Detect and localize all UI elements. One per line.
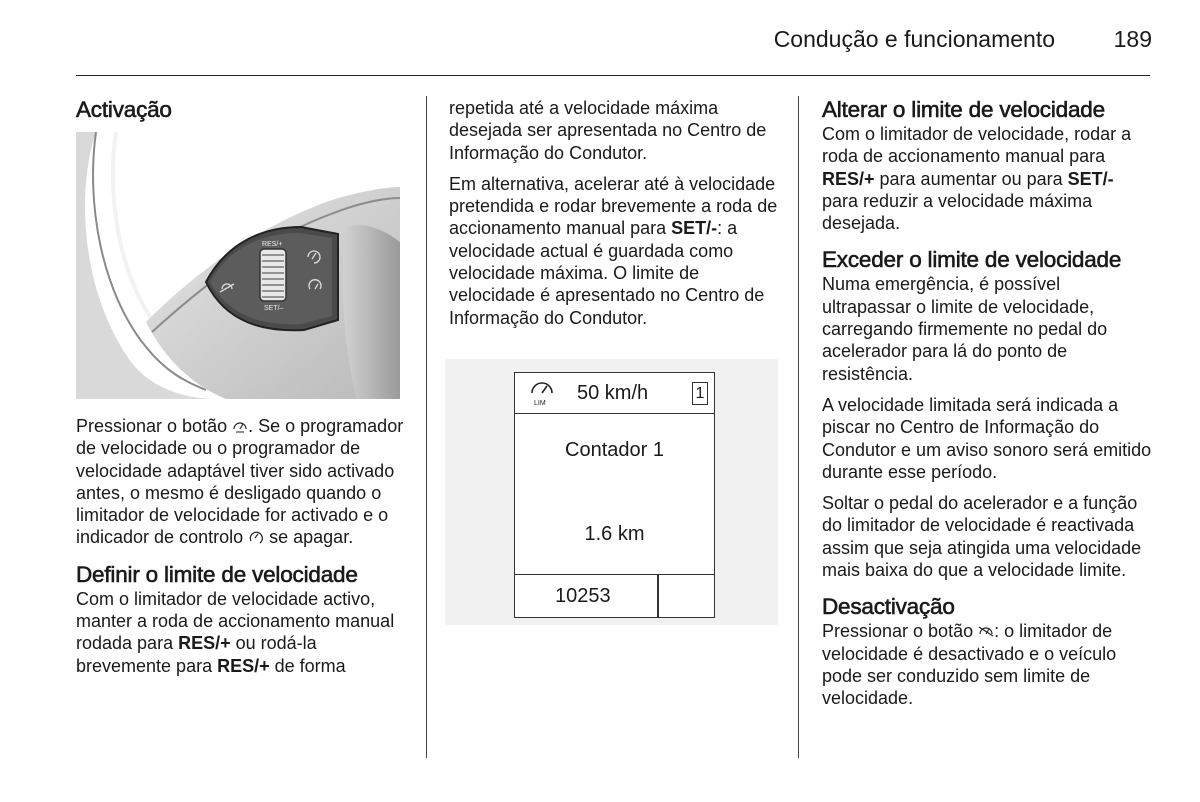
column-2-paragraph-1: repetida até a velocidade máxima desejada ser apresentada no Centro de Informação do Condutor. <box>449 98 767 163</box>
deactivation-paragraph: Pressionar o botão : o limitador de velocidade é desactivado e o veículo pode ser conduzido sem limite de velocidade. <box>822 621 1117 709</box>
speed-limiter-icon <box>232 419 248 433</box>
define-limit-paragraph: Com o limitador de velocidade activo, manter a roda de accionamento manual rodada para RES/+ ou rodá-la brevemente para RES/+ de forma <box>76 588 395 676</box>
column-3 <box>822 97 1154 719</box>
header-divider <box>76 75 1150 76</box>
driver-info-display-figure <box>445 359 778 625</box>
speed-limiter-off-icon <box>978 624 994 638</box>
res-label: RES/+ <box>262 241 283 248</box>
heading-deactivation: Desactivação <box>822 594 955 620</box>
trip-counter-label: Contador 1 <box>565 439 664 461</box>
steering-wheel-illustration <box>76 132 400 399</box>
column-divider-right <box>798 96 799 758</box>
column-2 <box>449 97 783 338</box>
trip-distance-value: 1.6 km <box>584 523 645 545</box>
cruise-control-icon <box>248 530 264 544</box>
heading-activation: Activação <box>76 97 172 122</box>
column-divider-left <box>426 96 427 758</box>
page-number: 189 <box>1113 26 1152 52</box>
speed-limiter-icon <box>529 379 555 407</box>
set-label: SET/– <box>264 305 284 312</box>
exceed-paragraph-3: Soltar o pedal do acelerador e a função do limitador de velocidade é reactivada assim que seja atingida uma velocidade mais baixa do que a velocidade limite. <box>822 493 1142 581</box>
odometer-value: 10253 <box>555 585 611 607</box>
lim-label: LIM <box>534 400 546 407</box>
display-top-row <box>515 373 714 414</box>
steering-wheel-figure <box>76 132 400 399</box>
heading-define-limit: Definir o limite de velocidade <box>76 561 358 587</box>
display-bottom-row <box>515 574 714 617</box>
odometer-divider <box>657 575 659 617</box>
activation-paragraph: Pressionar o botão . Se o programador de velocidade ou o programador de velocidade adaptável tiver sido activado antes, o mesmo é desligado quando o limitador de velocidade for activado e o indicador de controlo se apagar. <box>76 416 404 548</box>
speed-limit-value: 50 km/h <box>577 382 649 404</box>
column-1-body <box>76 415 408 686</box>
running-header-title: Condução e funcionamento <box>773 26 1055 52</box>
change-limit-paragraph: Com o limitador de velocidade, rodar a roda de accionamento manual para RES/+ para aumentar ou para SET/- para reduzir a velocidade máxima desejada. <box>822 124 1132 234</box>
column-1 <box>76 97 408 123</box>
gear-indicator: 1 <box>692 382 708 405</box>
column-2-paragraph-2: Em alternativa, acelerar até à velocidade pretendida e rodar brevemente a roda de accionamento manual para SET/-: a velocidade actual é guardada como velocidade máxima. O limite de velocidade é apresentado no Centro de Informação do Condutor. <box>449 173 778 328</box>
heading-exceed-limit: Exceder o limite de velocidade <box>822 247 1122 273</box>
heading-change-limit: Alterar o limite de velocidade <box>822 97 1105 122</box>
exceed-paragraph-2: A velocidade limitada será indicada a piscar no Centro de Informação do Condutor e um aviso sonoro será emitido durante esse período. <box>822 394 1152 482</box>
exceed-paragraph-1: Numa emergência, é possível ultrapassar o limite de velocidade, carregando firmemente no pedal do acelerador para lá do ponto de resistência. <box>822 274 1108 384</box>
info-display-panel <box>514 372 715 618</box>
